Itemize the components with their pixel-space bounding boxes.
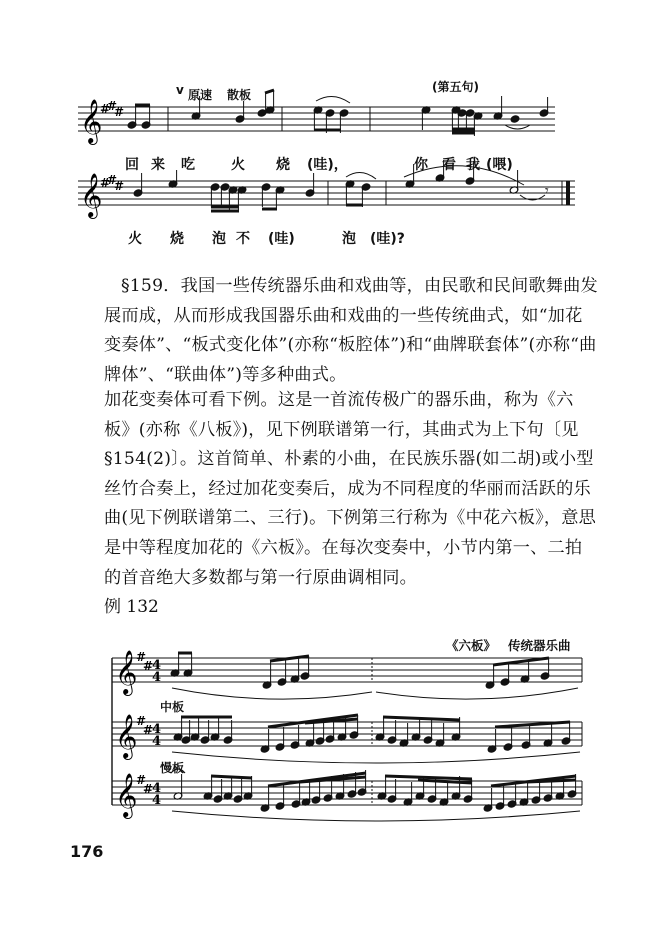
- lyric: 不: [236, 231, 250, 247]
- note-beam: [527, 780, 576, 782]
- lyric: 烧: [170, 231, 184, 247]
- top-score: [0, 0, 655, 260]
- fermata-icon: [171, 769, 185, 773]
- time-signature-icon: 4: [152, 670, 162, 685]
- lyric: 回: [125, 157, 139, 173]
- paragraph-2-text: 加花变奏体可看下例。这是一首流传极广的器乐曲，称为《六板》(亦称《八板》)，见下例联谱第一行，其曲式为上下句〔见§154(2)〕。这首简单、朴素的小曲，在民族乐器(如二胡)或小型丝竹合奏上，经过加花变奏后，成为不同程度的华丽而活跃的乐曲(见下例联谱第二、三行)。下例第三行称为《中花六板》，意思是中等程度加花的《六板》。在每次变奏中，小节内第一、二拍的首音绝大多数都与第一行原曲调相同。: [104, 390, 597, 588]
- time-signature-icon: 4: [152, 793, 162, 808]
- sharp-icon: #: [143, 782, 154, 796]
- treble-clef-icon: 𝄞: [115, 650, 138, 694]
- slur: [376, 688, 578, 699]
- sharp-icon: #: [114, 179, 125, 193]
- lyric: 烧: [276, 157, 290, 173]
- treble-clef-icon: 𝄞: [115, 714, 138, 758]
- sharp-icon: #: [114, 105, 125, 119]
- page-number: 176: [70, 842, 104, 861]
- sharp-icon: #: [143, 659, 154, 673]
- paragraph-1: [104, 272, 599, 390]
- sharp-icon: #: [107, 173, 118, 187]
- lyric: 火: [128, 231, 142, 247]
- phrase-label: (第五句): [432, 80, 479, 94]
- treble-clef-icon: 𝄞: [80, 99, 103, 143]
- note-beam: [211, 776, 252, 778]
- lyric: 你: [414, 157, 428, 173]
- time-signature-icon: 4: [152, 658, 162, 673]
- lyric: 我: [466, 157, 480, 173]
- lyric: (哇)?: [370, 231, 405, 247]
- lyric: 泡: [342, 231, 356, 247]
- sharp-icon: #: [136, 714, 147, 728]
- treble-clef-icon: 𝄞: [115, 773, 138, 817]
- slur: [346, 172, 376, 179]
- row2-marking: 中板: [160, 700, 185, 714]
- tempo-prefix: v: [176, 83, 184, 97]
- row3-marking: 慢板: [160, 761, 185, 775]
- lyric: 泡: [212, 231, 226, 247]
- sharp-icon: #: [143, 723, 154, 737]
- sharp-icon: #: [100, 176, 111, 190]
- lyric: 吃: [181, 157, 195, 173]
- sharp-icon: #: [136, 773, 147, 787]
- paragraph-1-text: §159．我国一些传统器乐曲和戏曲等，由民歌和民间歌舞曲发展而成，从而形成我国器乐曲和戏曲的一些传统曲式，如“加花变奏体”、“板式变化体”(亦称“板腔体”)和“曲牌联套体”(亦称“曲牌体”、“联曲体”)等多种曲式。: [104, 276, 598, 385]
- note-beam: [385, 776, 472, 779]
- slur: [505, 125, 530, 129]
- paragraph-2: [104, 386, 599, 593]
- note-beam: [265, 90, 274, 93]
- note-beam: [383, 717, 460, 720]
- example-subtitle: 传统器乐曲: [508, 638, 571, 653]
- lyric: (哇): [268, 231, 295, 247]
- example-title: 《六板》: [446, 638, 497, 653]
- free-rhythm-marking: 散板: [227, 88, 252, 102]
- sharp-icon: #: [107, 99, 118, 113]
- sharp-icon: #: [100, 102, 111, 116]
- lyric: 看: [442, 157, 456, 173]
- note-head: [510, 115, 520, 123]
- lyric: 来: [151, 157, 165, 173]
- lyric: (喂): [486, 157, 513, 173]
- slur: [316, 96, 350, 103]
- slur: [172, 752, 580, 763]
- note-beam: [495, 722, 570, 727]
- tempo-marking: 原速: [188, 88, 213, 102]
- note-beam: [418, 780, 472, 783]
- example-score: [0, 640, 655, 830]
- rest-icon: 𝄾: [545, 183, 549, 199]
- slur: [172, 688, 372, 699]
- lyric: 火: [231, 157, 245, 173]
- example-label: 例 132: [104, 597, 159, 617]
- time-signature-icon: 4: [152, 781, 162, 796]
- time-signature-icon: 4: [152, 722, 162, 737]
- treble-clef-icon: 𝄞: [80, 173, 103, 217]
- slur: [172, 811, 580, 821]
- sharp-icon: #: [136, 650, 147, 664]
- time-signature-icon: 4: [152, 734, 162, 749]
- lyric: (哇)，: [307, 157, 348, 173]
